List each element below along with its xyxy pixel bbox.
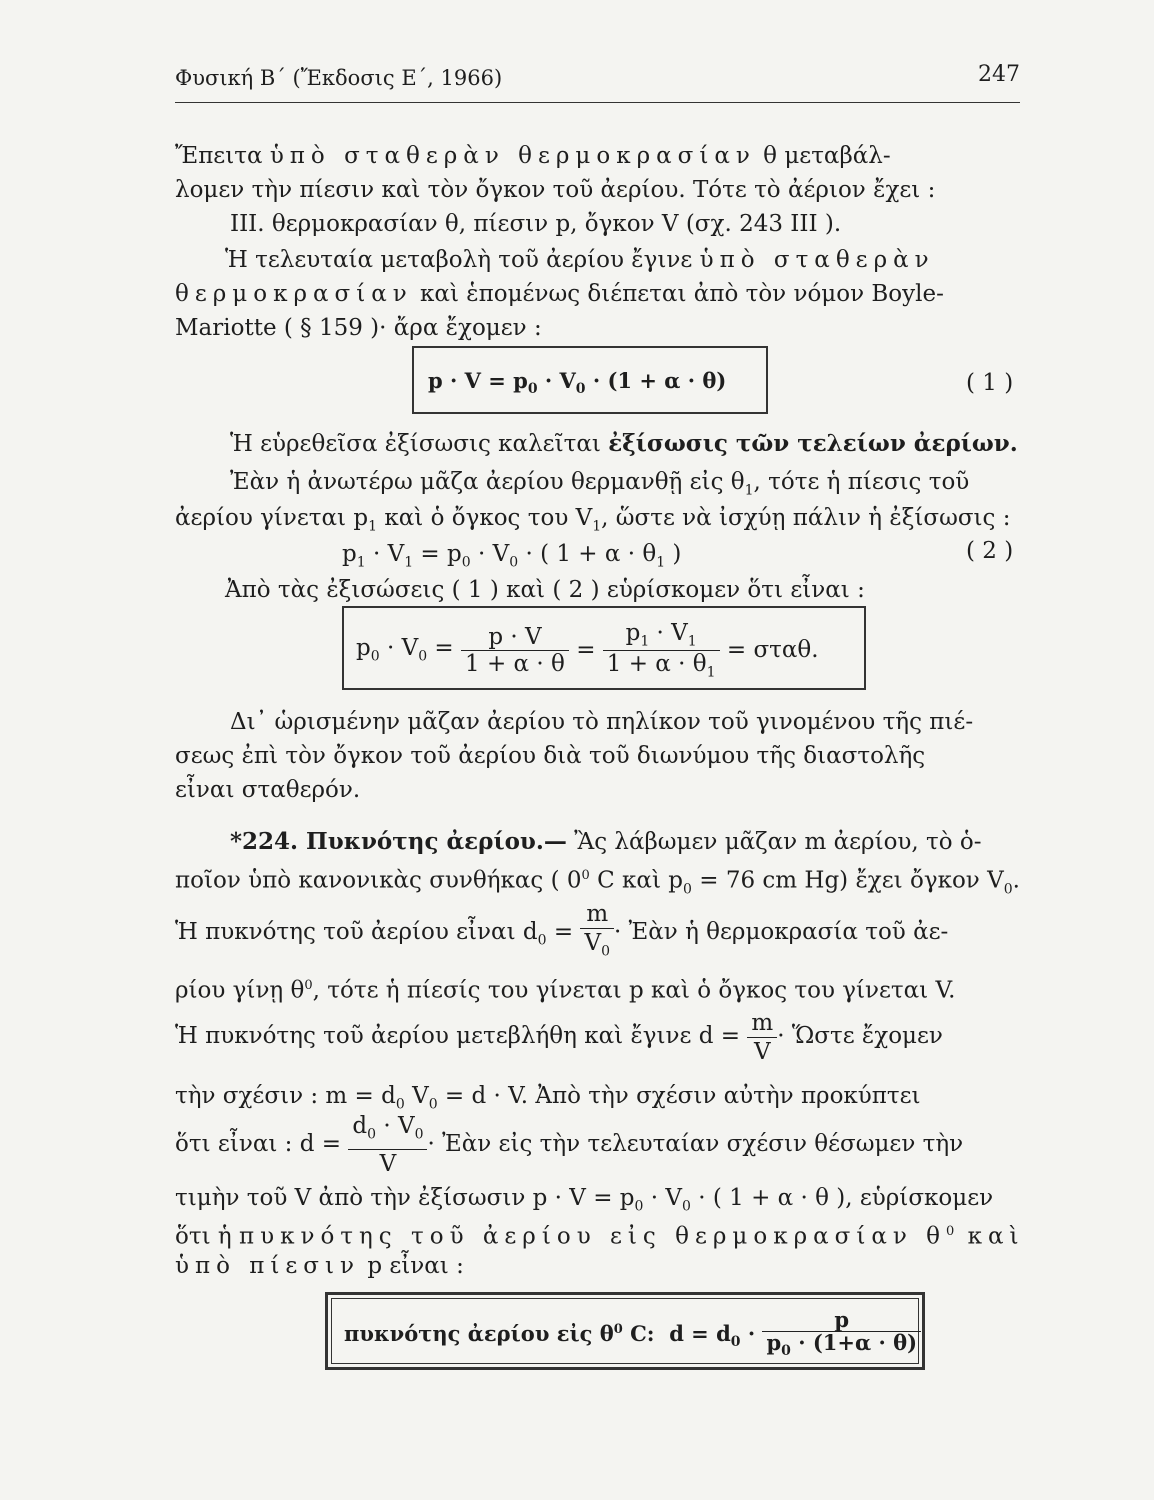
equation-1: $p \cdot V = p_0 \cdot V_0 \cdot (1 + \alpha \cdot \theta)$ xyxy=(428,368,727,398)
page-header xyxy=(175,62,1020,103)
text-line: ὑπὸ πίεσιν p εἶναι : xyxy=(175,1253,464,1279)
text-line: ἀερίου γίνεται $p_1$ καὶ ὁ ὄγκος του $V_1$, ὥστε νὰ ἰσχύῃ πάλιν ἡ ἐξίσωσις : xyxy=(175,505,1011,535)
text-line: Ἡ πυκνότης τοῦ ἀερίου μετεβλήθη καὶ ἔγινε d = $\frac{m}{V}$ · Ὥστε ἔχομεν xyxy=(175,1009,943,1065)
text-line: ὅτι ἡ πυκνότης τοῦ ἀερίου εἰς θερμοκρασίαν $\theta^0$ καὶ xyxy=(175,1223,1025,1250)
text-line: τιμὴν τοῦ V ἀπὸ τὴν ἐξίσωσιν $p \cdot V = p_0 \cdot V_0$ · ( 1 + α · θ ), εὑρίσκομεν xyxy=(175,1185,994,1215)
equation-box-3 xyxy=(342,606,866,690)
text-line: εἶναι σταθερόν. xyxy=(175,777,361,803)
section-title: Πυκνότης ἀερίου.— xyxy=(298,828,567,855)
text-line: λομεν τὴν πίεσιν καὶ τὸν ὄγκον τοῦ ἀερίου. Τότε τὸ ἀέριον ἔχει : xyxy=(175,177,936,203)
text-line: Ἐὰν ἡ ἀνωτέρω μᾶζα ἀερίου θερμανθῇ εἰς $\theta_1$, τότε ἡ πίεσις τοῦ xyxy=(230,469,970,499)
page-number: 247 xyxy=(978,62,1020,87)
text-line: ρίου γίνῃ $\theta^0$, τότε ἡ πίεσίς του γίνεται p καὶ ὁ ὄγκος του γίνεται V. xyxy=(175,977,956,1004)
text-line: ὅτι εἶναι : d = $\frac{d_0 \cdot V_0}{V}$ · Ἐὰν εἰς τὴν τελευταίαν σχέσιν θέσωμεν τὴν xyxy=(175,1113,964,1177)
text-line: τὴν σχέσιν : $m = d_0$ $V_0 = d \cdot V$. Ἀπὸ τὴν σχέσιν αὐτὴν προκύπτει xyxy=(175,1083,921,1113)
text-line: Ἡ εὑρεθεῖσα ἐξίσωσις καλεῖται ἐξίσωσις τῶν τελείων ἀερίων. xyxy=(230,430,1018,457)
text-line: Ἡ πυκνότης τοῦ ἀερίου εἶναι $d_0$ = $\frac{m}{V_0}$ · Ἐὰν ἡ θερμοκρασία τοῦ ἀε- xyxy=(175,901,949,960)
section-heading-line: *224. Πυκνότης ἀερίου.— Ἂς λάβωμεν μᾶζαν m ἀερίου, τὸ ὁ- xyxy=(230,828,982,855)
equation-box-1 xyxy=(412,346,768,414)
text-line: ποῖον ὑπὸ κανονικὰς συνθήκας ( $0^0$ C καὶ $p_0 = 76$ cm Hg) ἔχει ὄγκον $V_0$. xyxy=(175,867,1020,898)
text-line: θερμοκρασίαν καὶ ἑπομένως διέπεται ἀπὸ τὸν νόμον Boyle- xyxy=(175,281,944,307)
text-line: Mariotte ( § 159 )· ἄρα ἔχομεν : xyxy=(175,315,542,341)
section-number: *224. xyxy=(230,828,299,855)
text-line: Ἀπὸ τὰς ἐξισώσεις ( 1 ) καὶ ( 2 ) εὑρίσκομεν ὅτι εἶναι : xyxy=(225,577,865,603)
text-line: Ἔπειτα ὑπὸ σταθερὰν θερμοκρασίαν θ μεταβάλ- xyxy=(175,143,891,169)
equation-number-2: ( 2 ) xyxy=(966,538,1014,564)
text-line: Ἡ τελευταία μεταβολὴ τοῦ ἀερίου ἔγινε ὑπὸ σταθερὰν xyxy=(225,247,935,273)
running-title: Φυσική Β΄ (Ἔκδοσις Ε΄, 1966) xyxy=(175,66,503,90)
text-line: III. θερμοκρασίαν θ, πίεσιν p, ὄγκον V (σχ. 243 III ). xyxy=(230,211,842,237)
equation-3: $p_0 \cdot V_0$ = $\frac{p \cdot V}{1 + \alpha \cdot \theta}$ = $\frac{p_1 \cdot V_1}{1 + \alpha \cdot \theta_1}$ = σταθ. xyxy=(356,620,819,681)
equation-box-4 xyxy=(325,1292,925,1370)
equation-4: πυκνότης ἀερίου εἰς $\theta^0$ C: $d = d_0$ · $\frac{p}{p_0 \cdot (1+\alpha \cdot \theta)}$ xyxy=(344,1309,921,1362)
text-line: σεως ἐπὶ τὸν ὄγκον τοῦ ἀερίου διὰ τοῦ διωνύμου τῆς διαστολῆς xyxy=(175,743,926,769)
equation-number-1: ( 1 ) xyxy=(966,370,1014,396)
equation-2: $p_1 \cdot V_1 = p_0 \cdot V_0$ · ( $1 + \alpha \cdot \theta_1$ ) xyxy=(342,541,682,571)
text-line: Δι᾽ ὡρισμένην μᾶζαν ἀερίου τὸ πηλίκον τοῦ γινομένου τῆς πιέ- xyxy=(230,709,974,735)
